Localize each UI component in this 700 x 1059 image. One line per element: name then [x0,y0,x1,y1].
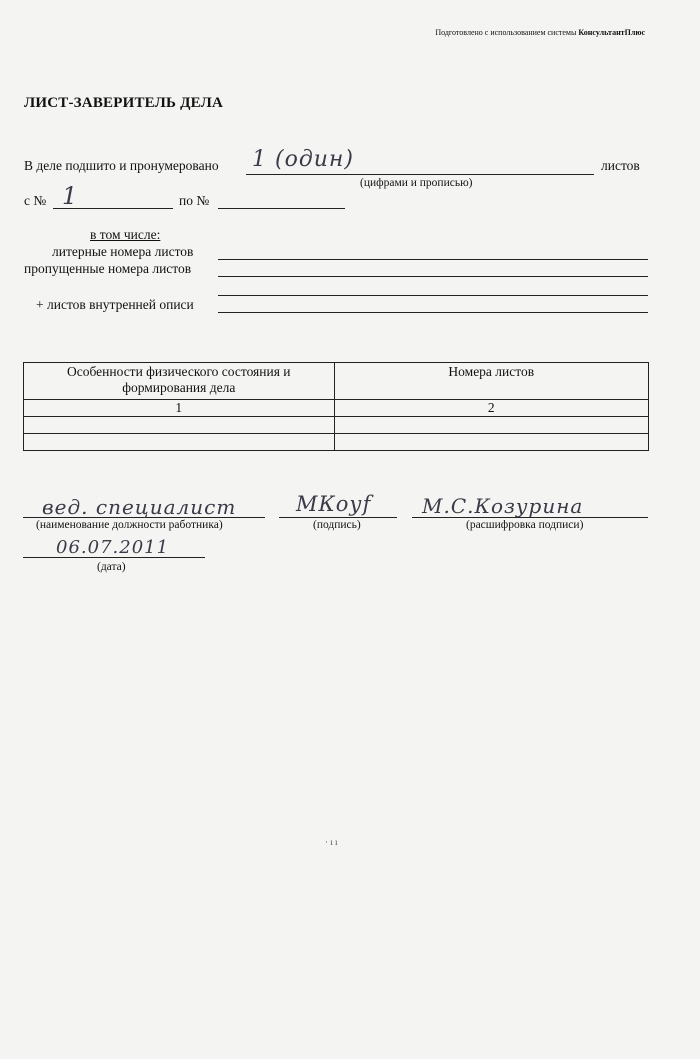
filed-value-line [246,174,594,175]
header-note [435,28,645,37]
letter-pages-line [218,259,648,260]
table-row [24,434,649,451]
date-value: 06.07.2011 [56,537,170,558]
date-hint: (дата) [97,561,126,573]
signature-line [279,517,397,518]
footer-mark: · ı ı [325,837,338,847]
table-header-row [24,363,649,400]
table-cell [24,434,335,451]
table-row [24,417,649,434]
range-from-value: 1 [62,182,79,210]
missing-pages-label: пропущенные номера листов [24,261,192,276]
header-note-brand: КонсультантПлюс [578,28,645,37]
inventory-pages-line [218,312,648,313]
including-label: в том числе: [90,227,161,242]
position-hint: (наименование должности работника) [36,519,223,531]
signature-hint: (подпись) [313,519,361,531]
filed-label: В деле подшито и пронумеровано [24,158,219,173]
filed-suffix: листов [601,158,640,173]
decoding-value: М.С.Козурина [422,494,584,518]
table-header-features: Особенности физического состояния и формирования дела [24,363,335,400]
table-cell [24,417,335,434]
letter-pages-label: литерные номера листов [52,244,194,259]
table-cell [334,434,648,451]
range-from-label: с № [24,193,47,208]
document-title: ЛИСТ-ЗАВЕРИТЕЛЬ ДЕЛА [24,95,224,111]
inventory-pages-label: + листов внутренней описи [36,297,194,312]
filed-hint: (цифрами и прописью) [360,177,473,189]
table-column-numbers [24,400,649,417]
condition-table [23,362,649,451]
position-value: вед. специалист [42,495,237,519]
table-column-number: 2 [334,400,648,417]
table-column-number: 1 [24,400,335,417]
range-to-label: по № [179,193,210,208]
filed-value: 1 (один) [252,147,355,172]
signature-value: МКоуf [296,492,372,516]
table-cell [334,417,648,434]
header-note-prefix: Подготовлено с использованием системы [435,28,577,37]
missing-pages-line-2 [218,295,648,296]
range-to-line [218,208,345,209]
decoding-hint: (расшифровка подписи) [466,519,584,531]
table-header-pages: Номера листов [334,363,648,400]
missing-pages-line [218,276,648,277]
